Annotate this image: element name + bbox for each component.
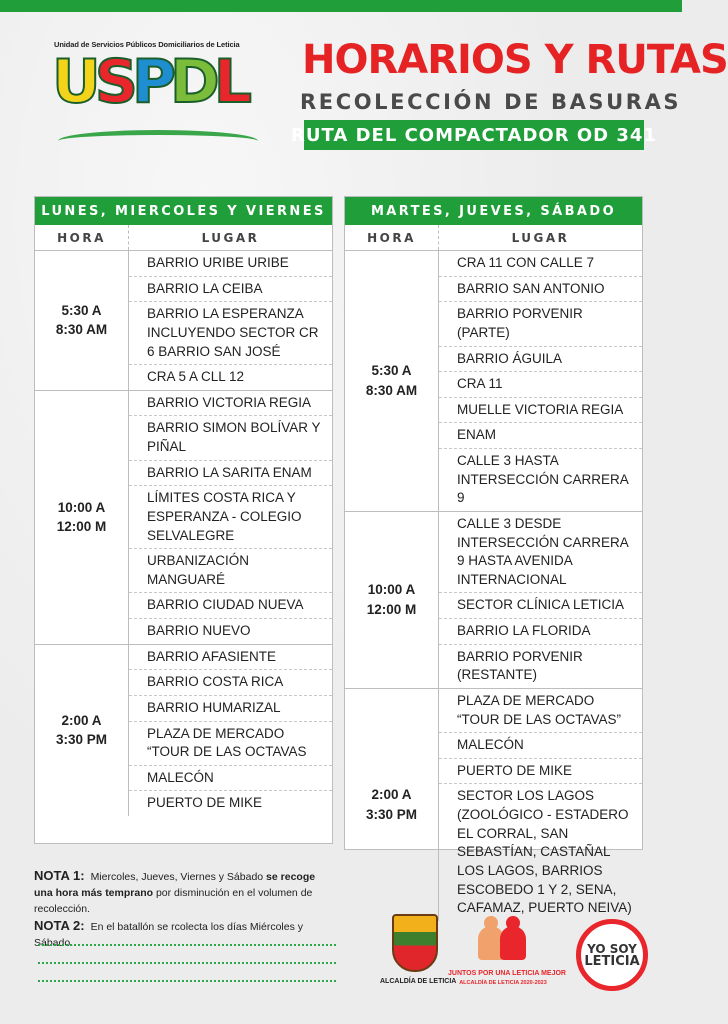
schedule-table-mjs	[344, 196, 643, 916]
table-body	[345, 251, 642, 921]
time-group	[35, 391, 332, 645]
juntos-label: JUNTOS POR UNA LETICIA MEJOR	[448, 970, 566, 977]
place-item: BARRIO CIUDAD NUEVA	[129, 593, 332, 619]
place-item: BARRIO NUEVO	[147, 623, 251, 638]
place-item: BARRIO AFASIENTE	[129, 645, 332, 671]
time-group	[345, 512, 642, 689]
time-group	[345, 251, 642, 512]
place-item: PLAZA DE MERCADO “TOUR DE LAS OCTAVAS	[129, 722, 332, 766]
yosoy-line2: LETICIA	[584, 953, 640, 969]
time-group	[345, 689, 642, 921]
note-2	[34, 916, 334, 952]
time-slot: 10:00 A 12:00 M	[35, 391, 129, 644]
column-headers	[35, 225, 332, 251]
place-item: CRA 11	[439, 372, 642, 398]
place-item: BARRIO PORVENIR (PARTE)	[439, 302, 642, 346]
place-item: BARRIO COSTA RICA	[129, 670, 332, 696]
place-item: SECTOR LOS LAGOS (ZOOLÓGICO - ESTADERO EL CORRAL, SAN SEBASTÍAN, CASTAÑAL LOS LAGOS, BARRIOS ESCOBEDO 1 Y 2, SENA, CAFAMAZ, PUERTO NEIVA)	[457, 788, 632, 916]
place-item: BARRIO URIBE URIBE	[129, 251, 332, 277]
place-item: BARRIO LA FLORIDA	[439, 619, 642, 645]
dotted-divider	[38, 980, 336, 982]
col-lugar: LUGAR	[511, 230, 570, 245]
time-slot: 2:00 A 3:30 PM	[345, 689, 439, 921]
time-slot: 5:30 A 8:30 AM	[35, 251, 129, 390]
time-group	[35, 251, 332, 391]
place-item: ENAM	[439, 423, 642, 449]
place-item: PLAZA DE MERCADO “TOUR DE LAS OCTAVAS”	[439, 689, 642, 733]
time-slot: 2:00 A 3:30 PM	[35, 645, 129, 816]
note-1-bold: se recoge una hora más temprano	[34, 871, 316, 899]
juntos-sublabel: ALCALDÍA DE LETICIA 2020-2023	[459, 980, 547, 986]
logo-wordmark: USPDL	[52, 47, 246, 117]
place-item: CRA 11 CON CALLE 7	[439, 251, 642, 277]
juntos-logo	[448, 916, 566, 986]
place-item: URBANIZACIÓN MANGUARÉ	[129, 549, 332, 593]
logo-swoosh	[58, 130, 258, 152]
alcaldia-label: ALCALDÍA DE LETICIA	[380, 978, 457, 985]
people-icon	[448, 916, 558, 964]
place-item: BARRIO LA CEIBA	[129, 277, 332, 303]
top-green-bar	[0, 0, 682, 12]
place-item: BARRIO HUMARIZAL	[129, 696, 332, 722]
table-title: MARTES, JUEVES, SÁBADO	[345, 197, 642, 225]
place-item: MALECÓN	[439, 733, 642, 759]
note-2-label: NOTA 2:	[34, 918, 85, 933]
place-item: BARRIO LA SARITA ENAM	[129, 461, 332, 487]
page-title: HORARIOS Y RUTAS	[302, 37, 728, 83]
col-lugar: LUGAR	[201, 230, 260, 245]
place-item: PUERTO DE MIKE	[147, 795, 263, 811]
place-item: BARRIO PORVENIR (RESTANTE)	[457, 648, 583, 683]
place-item: BARRIO ÁGUILA	[439, 347, 642, 373]
alcaldia-logo	[380, 914, 457, 985]
place-list	[439, 251, 642, 511]
place-list	[129, 391, 332, 644]
place-item: BARRIO SAN ANTONIO	[439, 277, 642, 303]
route-banner: RUTA DEL COMPACTADOR OD 341	[304, 120, 644, 150]
note-1-text-a: Miercoles, Jueves, Viernes y Sábado	[90, 871, 267, 883]
coat-of-arms-icon	[392, 914, 438, 972]
place-item: BARRIO VICTORIA REGIA	[129, 391, 332, 417]
place-item: LÍMITES COSTA RICA Y ESPERANZA - COLEGIO SELVALEGRE	[129, 486, 332, 549]
place-list	[439, 689, 642, 921]
place-item: PUERTO DE MIKE	[439, 759, 642, 785]
time-slot: 5:30 A 8:30 AM	[345, 251, 439, 511]
table-body	[35, 251, 332, 816]
place-item: BARRIO SIMON BOLÍVAR Y PIÑAL	[129, 416, 332, 460]
place-item: CALLE 3 DESDE INTERSECCIÓN CARRERA 9 HASTA AVENIDA INTERNACIONAL	[439, 512, 642, 594]
place-item: MUELLE VICTORIA REGIA	[439, 398, 642, 424]
note-1-label: NOTA 1:	[34, 868, 85, 883]
place-item: CRA 5 A CLL 12	[147, 369, 245, 385]
note-2-text: En el batallón se rcolecta los días Miércoles y Sábado.	[34, 921, 303, 949]
place-item: CALLE 3 HASTA INTERSECCIÓN CARRERA 9	[457, 453, 629, 506]
place-list	[439, 512, 642, 688]
yo-soy-leticia-logo	[576, 919, 648, 991]
place-item: BARRIO LA ESPERANZA INCLUYENDO SECTOR CR 6 BARRIO SAN JOSÉ	[129, 302, 332, 365]
column-headers	[345, 225, 642, 251]
place-item: MALECÓN	[129, 766, 332, 792]
dotted-divider	[38, 944, 336, 946]
logo-subtitle: Unidad de Servicios Públicos Domiciliarios de Leticia	[54, 40, 240, 49]
schedule-table-lmv	[34, 196, 333, 844]
time-group	[35, 645, 332, 816]
yosoy-line1: YO SOY	[587, 941, 637, 956]
table-title: LUNES, MIERCOLES Y VIERNES	[35, 197, 332, 225]
place-list	[129, 251, 332, 390]
col-hora: HORA	[345, 225, 439, 250]
note-1-text-b: por disminución en el volumen de recolección.	[34, 886, 313, 915]
place-item: SECTOR CLÍNICA LETICIA	[439, 593, 642, 619]
place-list	[129, 645, 332, 816]
dotted-divider	[38, 962, 336, 964]
time-slot: 10:00 A 12:00 M	[345, 512, 439, 688]
uspdl-logo	[48, 38, 268, 156]
page-subtitle: RECOLECCIÓN DE BASURAS	[300, 90, 682, 114]
note-1	[34, 866, 334, 917]
col-hora: HORA	[35, 225, 129, 250]
